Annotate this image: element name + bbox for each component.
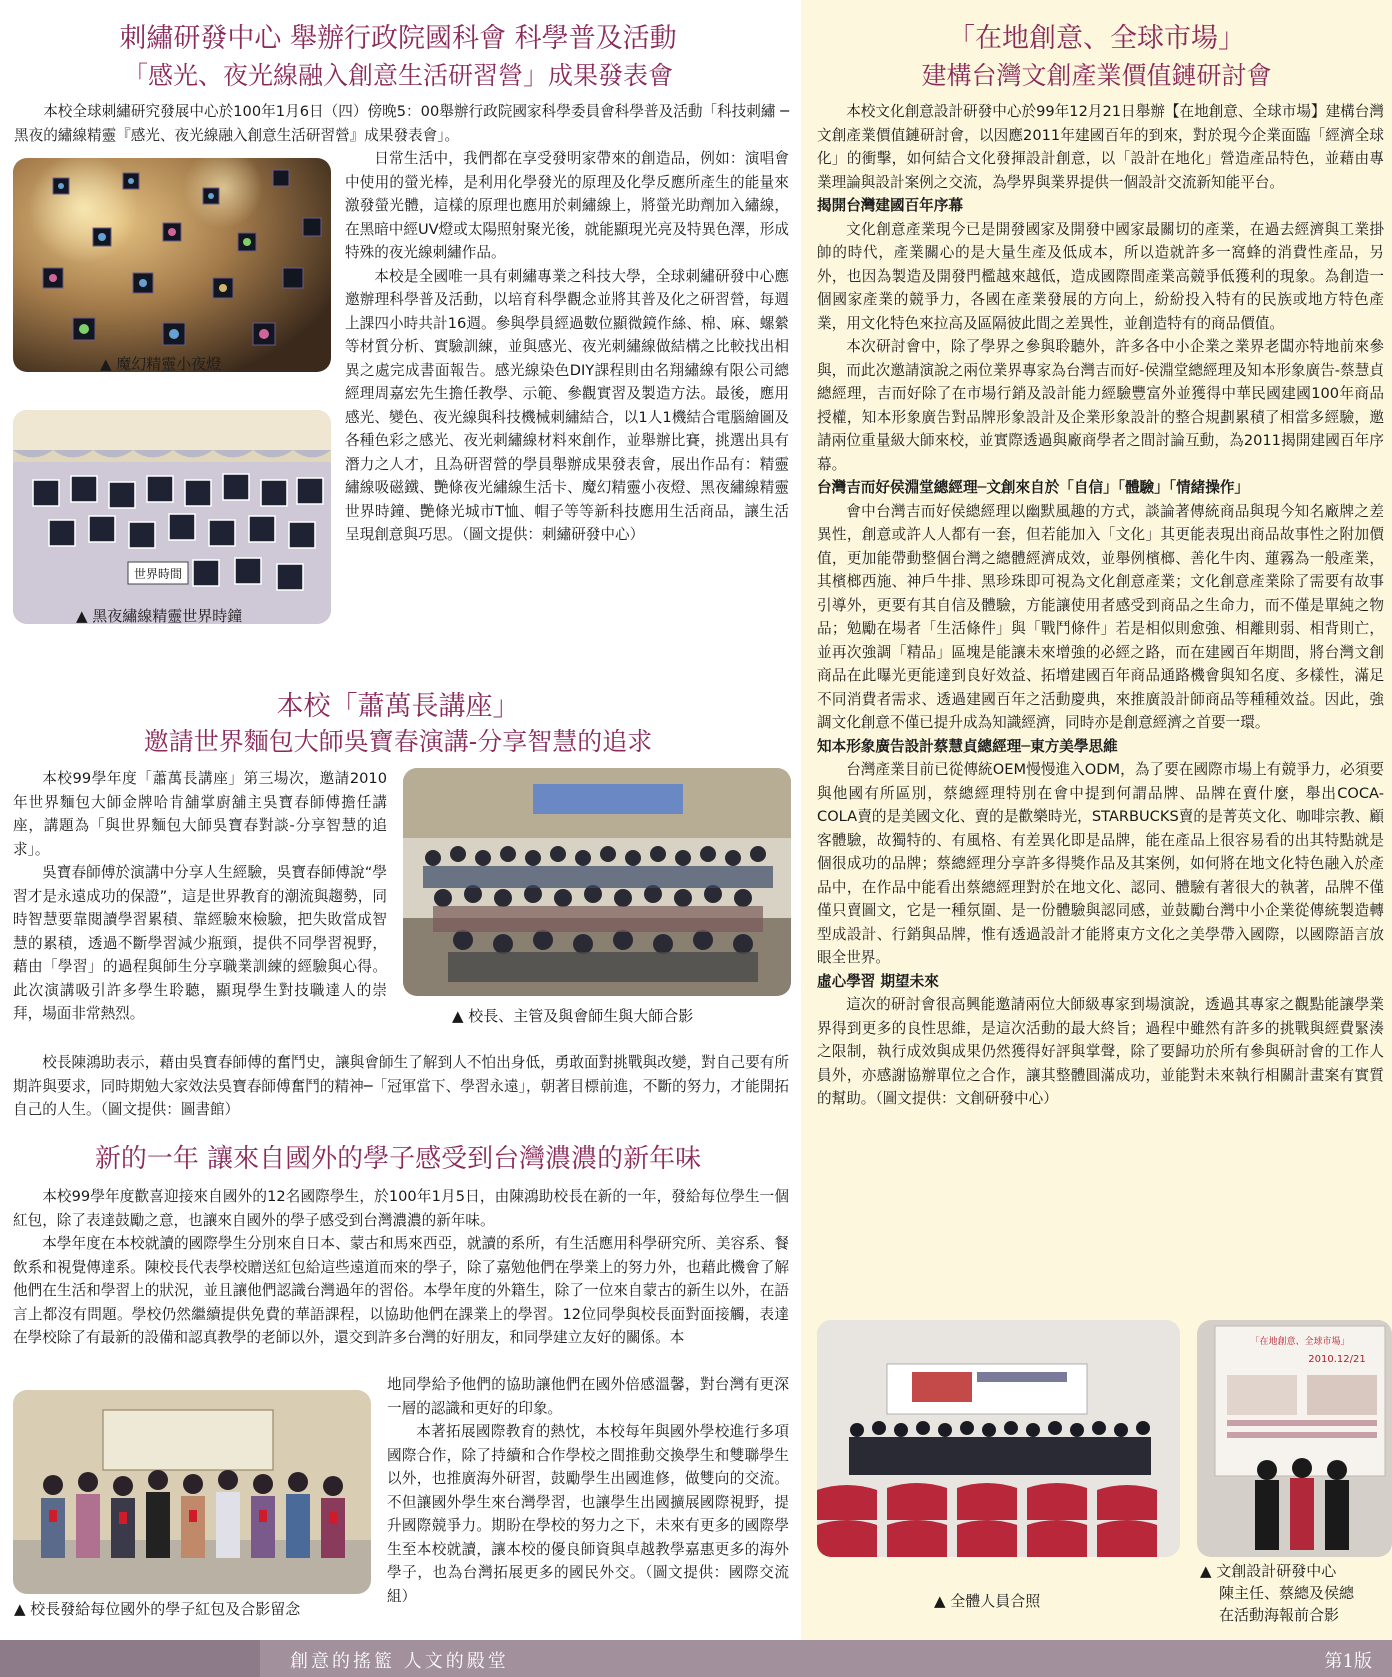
poster-caption [1200, 1560, 1354, 1626]
article2-subtitle: 邀請世界麵包大師吳寶春演講-分享智慧的追求 [143, 727, 653, 756]
article2-body-full: 校長陳鴻助表示，藉由吳寶春師傅的奮鬥史，讓與會師生了解到人不怕出身低，勇敢面對挑戰與改變，對自己要有所期許與要求，同時期勉大家效法吳寶春師傅奮鬥的精神─「冠軍當下、學習永遠」，朝著目標前進，不斷的努力，才能開拓自己的人生。（圖文提供：圖書館） [13, 1054, 789, 1118]
poster-photo [1197, 1320, 1392, 1557]
world-clock-photo [13, 410, 331, 624]
red-envelope-caption: ▲ 校長發給每位國外的學子紅包及合影留念 [14, 1600, 301, 1618]
article2-title: 本校「蕭萬長講座」 [276, 691, 520, 722]
poster-caption-line2: 陳主任、蔡總及侯總 [1219, 1584, 1355, 1602]
seminar-group-image [817, 1320, 1180, 1557]
lecture-photo-caption: ▲ 校長、主管及與會師生與大師合影 [452, 1007, 694, 1025]
article1-subtitle: 「感光、夜光線融入創意生活研習營」成果發表會 [122, 61, 673, 90]
article1-intro: 本校全球刺繡研究發展中心於100年1月6日（四）傍晚5：00舉辦行政院國家科學委員會科學普及活動「科技刺繡 ─黑夜的繡線精靈『感光、夜光線融入創意生活研習營』成果發表會」。 [14, 103, 789, 144]
article4-subtitle: 建構台灣文創產業價值鏈研討會 [921, 61, 1272, 90]
night-lamp-image [13, 158, 331, 372]
poster-caption-line3: 在活動海報前合影 [1219, 1606, 1340, 1624]
article4-body: 本校文化創意設計研發中心於99年12月21日舉辦【在地創意、全球市場】建構台灣文創產業價值鏈研討會，以因應2011年建國百年的到來，對於現今企業面臨「經濟全球化」的衝擊，如何結合文化發揮設計創意，以「設計在地化」營造產品特色，並藉由專業理論與設計案例之交流，為學界與業界提供一個設計交流新知能平台。 揭開台灣建國百年序幕 文化創意產業現今已是開發國家及開發中國家最關切的產業，在過去經濟與工業掛帥的時代，產業關心的是大量生產及低成本，所以造就許多一窩蜂的消費性產品，另外，也因為製造及開發門檻越來越低，造成國際間產業高競爭低獲利的現象。為創造一個國家產業的競爭力，各國在產業發展的方向上，紛紛投入特有的民族或地方特色產業，用文化特色來拉高及區隔彼此間之差異性，並創造特有的商品價值。 本次研討會中，除了學界之參與聆聽外，許多各中小企業之業界老闆亦特地前來參與，而此次邀請演說之兩位業界專家為台灣吉而好-侯淵堂總經理及知本形象廣告-蔡慧貞總經理，吉而好除了在市場行銷及設計能力經驗豐富外並獲得中華民國建國100年商品授權，知本形象廣告對品牌形象設計及企業形象設計的整合規劃累積了相當多經驗，邀請兩位重量級大師來校，並實際透過與廠商學者之間討論互動，為2011揭開建國百年序幕。 台灣吉而好侯淵堂總經理─文創來自於「自信」「體驗」「情緒操作」 會中台灣吉而好侯總經理以幽默風趣的方式，談論著傳統商品與現今知名廠牌之差異性，創意或許人人都有一套，但若能加入「文化」其更能表現出商品故事性之附加價值，更加能帶動整個台灣之總體經濟成效，並舉例檳榔、善化牛肉、蓮霧為一般產業，其檳榔西施、神戶牛排、黑珍珠即可視為文化創意產業；文化創意產業除了需要有故事引導外，更要有其自信及體驗，方能讓使用者感受到商品之生命力，而不僅是單純之物品；勉勵在場者「生活條件」與「戰鬥條件」若是相似則愈強、相離則弱、相背則亡，並再次強調「精品」區塊是能讓未來增強的必經之路，而在建國百年期間，將台灣文創商品在此曝光更能達到良好效益、拓增建國百年商品通路機會與知名度、多樣性，滿足不同消費者需求、透過建國百年之活動慶典，來推廣設計師商品等種種效益。因此，強調文化創意不僅已提升成為知識經濟，同時亦是創意經濟之首要一環。 知本形象廣告設計蔡慧貞總經理─東方美學思維 台灣產業目前已從傳統OEM慢慢進入ODM，為了要在國際市場上有競爭力，必須要與他國有所區別，蔡總經理特別在會中提到何謂品牌、品牌在賣什麼，舉出COCA-COLA賣的是美國文化、賣的是歡樂時光，STARBUCKS賣的是菁英文化、咖啡宗教、顧客體驗，故獨特的、有風格、有差異化即是品牌，能在產品上很容易看的出其特點就是個很成功的品牌；蔡總經理分享許多得獎作品及其案例，如何將在地文化特色融入於產品中，在作品中能看出蔡總經理對於在地文化、認同、體驗有著很大的執著，品牌不僅僅只賣圖文，它是一種氛圍、是一份體驗與認同感，並鼓勵台灣中小企業從傳統製造轉型成設計、行銷與品牌，惟有透過設計才能將東方文化之美學帶入國際，以國際語言放眼全世界。 虛心學習 期望未來 這次的研討會很高興能邀請兩位大師級專家到場演說，透過其專家之觀點能讓學業界得到更多的良性思維，是這次活動的最大終旨；過程中雖然有許多的挑戰與經費緊湊之限制，執行成效與成果仍然獲得好評與掌聲，除了要歸功於所有參與研討會的工作人員外，亦感謝協辦單位之合作，讓其整體圓滿成功，並能對未來執行相關計畫案有實質的幫助。（圖文提供：文創研發中心） [817, 103, 1384, 1107]
clock-sign-text: 世界時間 [133, 567, 183, 581]
article3-title: 新的一年 讓來自國外的學子感受到台灣濃濃的新年味 [94, 1144, 702, 1174]
article4-subheading-4: 虛心學習 期望未來 [817, 972, 939, 990]
world-clock-caption: ▲ 黑夜繡線精靈世界時鐘 [76, 607, 243, 625]
group-photo-lecture [403, 768, 791, 996]
article3-body-full: 本校99學年度歡喜迎接來自國外的12名國際學生，於100年1月5日，由陳鴻助校長在新的一年，發給每位學生一個紅包，除了表達鼓勵之意，也讓來自國外的學子感受到台灣濃濃的新年味。 本學年度在本校就讀的國際學生分別來自日本、蒙古和馬來西亞，就讀的系所，有生活應用科學研究所、美容系、餐飲系和視覺傳達系。陳校長代表學校贈送紅包給這些遠道而來的學子，除了嘉勉他們在學業上的努力外，也藉此機會了解他們在生活和學習上的狀況，並且讓他們認識台灣過年的習俗。本學年度的外籍生，除了一位來自蒙古的新生以外，在語言上都沒有問題。學校仍然繼續提供免費的華語課程，以協助他們在課業上的學習。12位同學與校長面對面接觸，表達在學校除了有最新的設備和認真教學的老師以外，還交到許多台灣的好朋友，和同學建立友好的關係。本 [13, 1188, 789, 1346]
lecture-group-image [403, 768, 791, 996]
article1-title: 刺繡研發中心 舉辦行政院國科會 科學普及活動 [119, 23, 677, 54]
red-envelope-image [13, 1390, 371, 1594]
seminar-group-photo [817, 1320, 1180, 1557]
poster-caption-line1: ▲ 文創設計研發中心 [1200, 1562, 1337, 1580]
world-clock-image [13, 410, 331, 624]
article2-body-left: 本校99學年度「蕭萬長講座」第三場次，邀請2010年世界麵包大師金牌哈肯舖掌廚舖主吳寶春師傅擔任講座，講題為「與世界麵包大師吳寶春對談-分享智慧的追求」。 吳寶春師傅於演講中分享人生經驗，吳寶春師傅說“學習才是永遠成功的保證”，這是世界教育的潮流與趨勢，同時智慧要靠閱讀學習累積、靠經驗來檢驗，把失敗當成智慧的累積，透過不斷學習減少瓶頸，提供不同學習視野，藉由「學習」的過程與師生分享職業訓練的經驗與心得。此次演講吸引許多學生聆聽，顯現學生對技職達人的崇拜，場面非常熱烈。 [13, 770, 387, 1022]
seminar-group-caption: ▲ 全體人員合照 [934, 1592, 1041, 1610]
footer-band [0, 1640, 260, 1677]
night-lamp-photo [13, 158, 331, 372]
poster-date-text: 2010.12/21 [1308, 1354, 1366, 1365]
poster-title-text: 「在地創意、全球市場」 [1250, 1337, 1350, 1347]
page-footer [0, 1640, 1392, 1677]
poster-image [1197, 1320, 1392, 1557]
article1-body: 日常生活中，我們都在享受發明家帶來的創造品，例如：演唱會中使用的螢光棒，是利用化學發光的原理及化學反應所產生的能量來激發螢光體，這樣的原理也應用於刺繡線上，將螢光助劑加入繡線，在黑暗中經UV燈或太陽照射聚光後，就能顯現光亮及特異色澤，形成特殊的夜光線刺繡作品。 本校是全國唯一具有刺繡專業之科技大學，全球刺繡研發中心應邀辦理科學普及活動，以培育科學觀念並將其普及化之研習營，每週上課四小時共計16週。參與學員經過數位顯微鏡作絲、棉、麻、螺縈等材質分析、實驗訓練，並與感光、夜光刺繡線做結構之比較找出相異之處完成書面報告。感光線染色DIY課程則由名翔繡線有限公司總經理周嘉宏先生擔任教學、示範、參觀實習及製造方法。最後，應用感光、變色、夜光線與科技機械刺繡結合，以1人1機結合電腦繪圖及各種色彩之感光、夜光刺繡線材料來創作，並舉辦比賽，挑選出具有潛力之人才，且為研習營的學員舉辦成果發表會，展出作品有：精靈繡線吸磁鐵、艷條夜光繡線生活卡、魔幻精靈小夜燈、黑夜繡線精靈世界時鐘、艷條光城市T恤、帽子等等新科技應用生活商品，讓生活呈現創意與巧思。（圖文提供：刺繡研發中心） [345, 150, 789, 543]
article4-subheading-2: 台灣吉而好侯淵堂總經理─文創來自於「自信」「體驗」「情緒操作」 [817, 479, 1250, 496]
page-number: 第1版 [1324, 1651, 1372, 1672]
article4-subheading-3: 知本形象廣告設計蔡慧貞總經理─東方美學思維 [817, 737, 1118, 755]
article4-title: 「在地創意、全球市場」 [948, 23, 1245, 54]
article3-body-right: 地同學給予他們的協助讓他們在國外倍感溫馨，對台灣有更深一層的認識和更好的印象。 本著拓展國際教育的熱忱，本校每年與國外學校進行多項國際合作，除了持續和合作學校之間推動交換學生和雙聯學生以外，也推廣海外研習，鼓勵學生出國進修，做雙向的交流。不但讓國外學生來台灣學習，也讓學生出國擴展國際視野，提升國際競爭力。期盼在學校的努力之下，未來有更多的國際學生至本校就讀，讓本校的優良師資與卓越教學嘉惠更多的海外學子，也為台灣拓展更多的國民外交。（圖文提供：國際交流組） [387, 1376, 789, 1605]
footer-slogan: 創意的搖籃 人文的殿堂 [290, 1651, 509, 1672]
red-envelope-photo [13, 1390, 371, 1594]
article4-subheading-1: 揭開台灣建國百年序幕 [817, 197, 963, 214]
night-lamp-caption: ▲ 魔幻精靈小夜燈 [100, 355, 222, 373]
